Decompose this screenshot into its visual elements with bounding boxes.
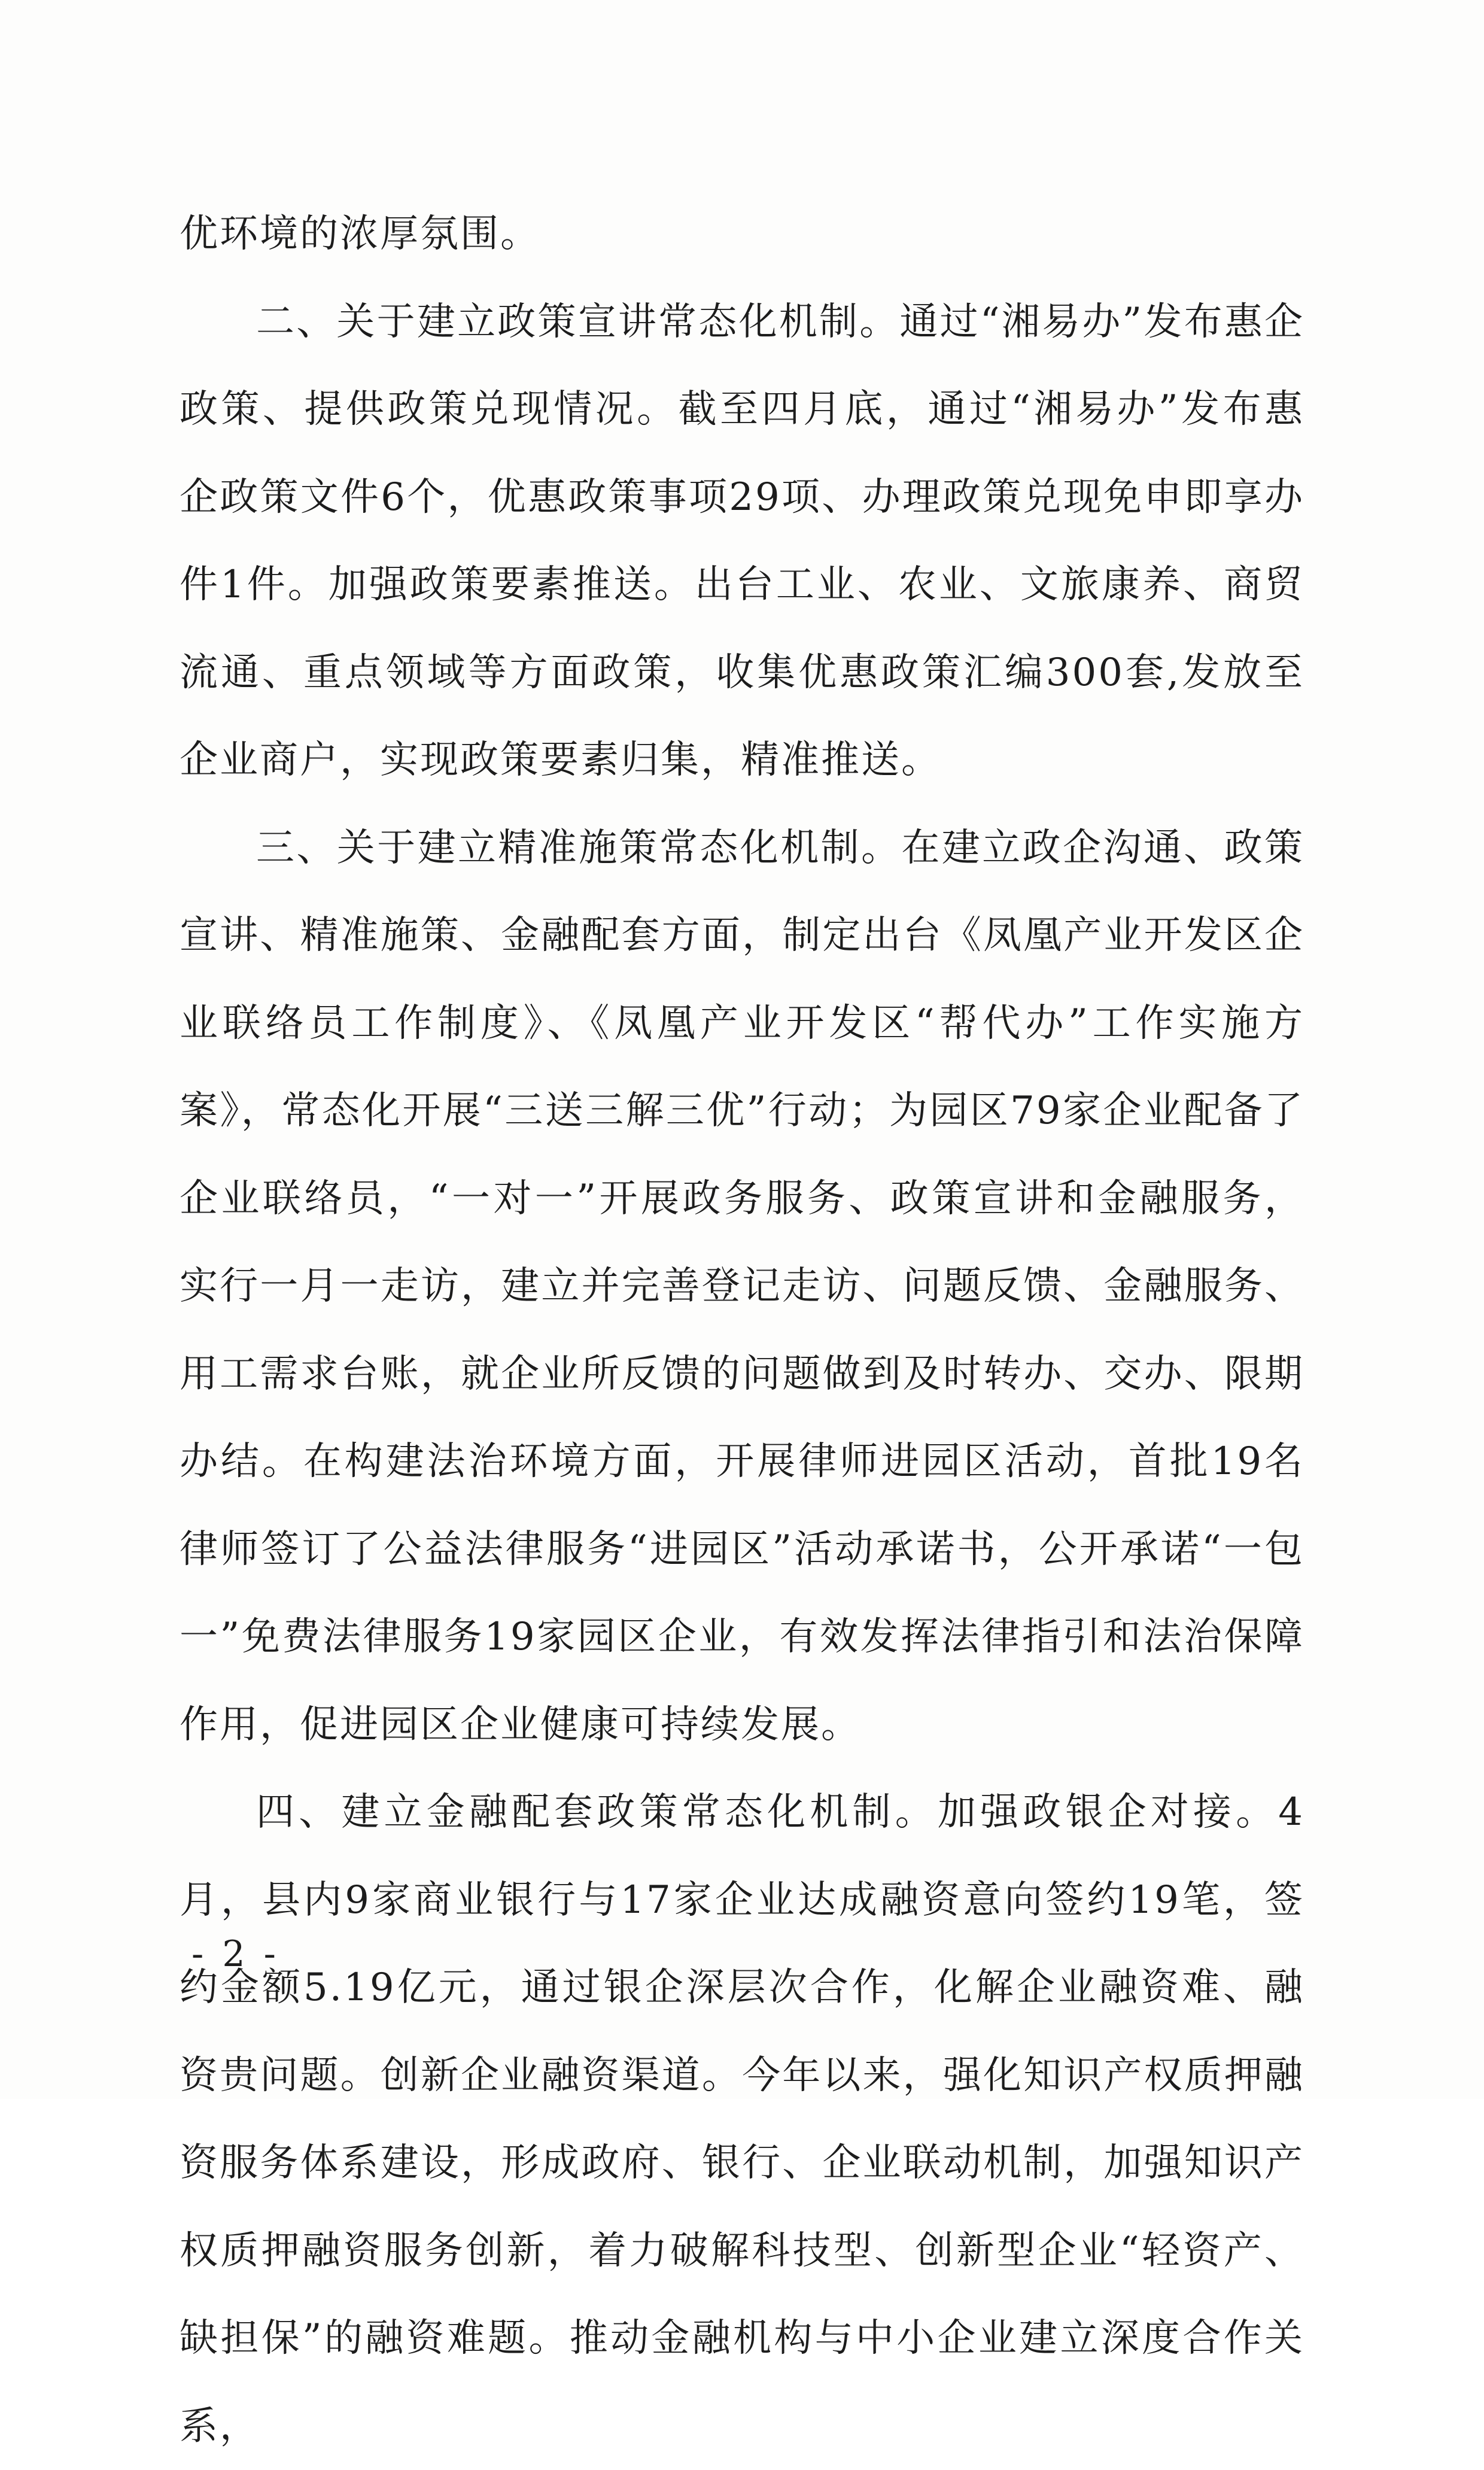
paragraph-financial-support: 四、建立金融配套政策常态化机制。加强政银企对接。4月，县内9家商业银行与17家企业达成融资意向签约19笔，签约金额5.19亿元，通过银企深层次合作，化解企业融资难、融资贵问题。创新企业融资渠道。今年以来，强化知识产权质押融资服务体系建设，形成政府、银行、企业联动机制，加强知识产权质押融资服务创新，着力破解科技型、创新型企业“轻资产、缺担保”的融资难题。推动金融机构与中小企业建立深度合作关系， [180, 1790, 1304, 2448]
page-number: - 2 - [191, 1933, 279, 1975]
paragraph-policy-promotion: 二、关于建立政策宣讲常态化机制。通过“湘易办”发布惠企政策、提供政策兑现情况。截至四月底，通过“湘易办”发布惠企政策文件6个，优惠政策事项29项、办理政策兑现免申即享办件1件。加强政策要素推送。出台工业、农业、文旅康养、商贸流通、重点领域等方面政策，收集优惠政策汇编300套,发放至企业商户，实现政策要素归集，精准推送。 [180, 299, 1304, 782]
paragraph-continuation: 优环境的浓厚氛围。 [180, 212, 540, 256]
paragraph-precise-measures: 三、关于建立精准施策常态化机制。在建立政企沟通、政策宣讲、精准施策、金融配套方面，制定出台《凤凰产业开发区企业联络员工作制度》、《凤凰产业开发区“帮代办”工作实施方案》，常态化开展“三送三解三优”行动；为园区79家企业配备了企业联络员，“一对一”开展政务服务、政策宣讲和金融服务，实行一月一走访，建立并完善登记走访、问题反馈、金融服务、用工需求台账，就企业所反馈的问题做到及时转办、交办、限期办结。在构建法治环境方面，开展律师进园区活动，首批19名律师签订了公益法律服务“进园区”活动承诺书，公开承诺“一包一”免费法律服务19家园区企业，有效发挥法律指引和法治保障作用，促进园区企业健康可持续发展。 [180, 825, 1304, 1747]
document-body [180, 190, 1304, 2470]
